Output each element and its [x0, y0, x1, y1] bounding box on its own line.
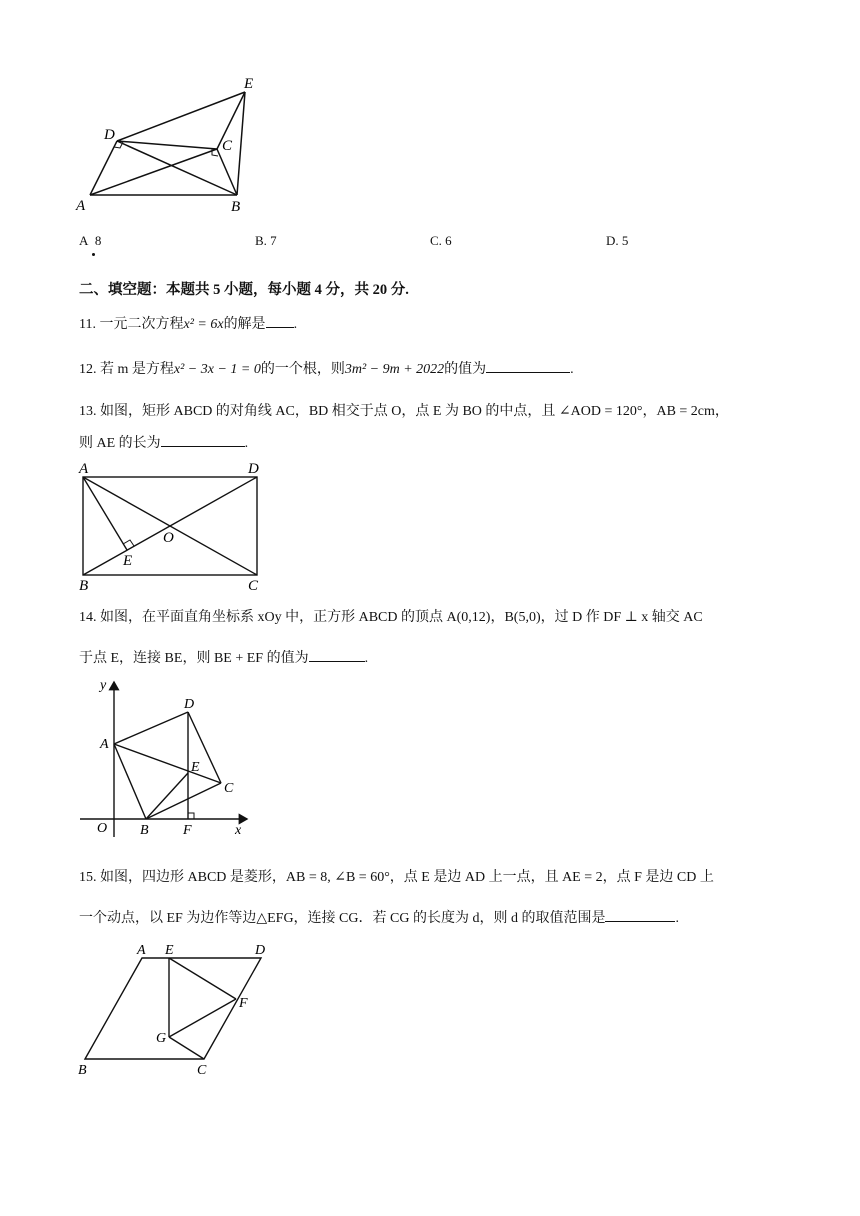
section-title: 二、填空题：本题共 5 小题，每小题 4 分，共 20 分.	[79, 282, 409, 298]
fig15-label-d: D	[255, 943, 266, 958]
question-13-line2: 则 AE 的长为 .	[79, 436, 249, 451]
fig10-label-d: D	[104, 127, 115, 143]
fig14-label-d: D	[184, 697, 195, 712]
answer-blank-15[interactable]	[605, 909, 675, 922]
option-a: A 8	[79, 233, 102, 248]
option-c: C. 6	[430, 233, 452, 248]
fig15-label-b: B	[78, 1063, 87, 1078]
answer-blank-14[interactable]	[309, 649, 365, 662]
fig14-label-y: y	[100, 678, 107, 693]
option-d: D. 5	[606, 233, 629, 248]
fig13-label-c: C	[248, 578, 259, 594]
fig10-label-a: A	[76, 198, 86, 214]
answer-blank-13[interactable]	[161, 434, 245, 447]
question-15-line1: 15. 如图，四边形 ABCD 是菱形，AB = 8, ∠B = 60°，点 E 是边 AD 上一点，且 AE = 2，点 F 是边 CD 上	[79, 870, 714, 885]
fig14-label-b: B	[140, 823, 149, 838]
fig15-label-e: E	[165, 943, 174, 958]
question-12: 12. 若 m 是方程x² − 3x − 1 = 0的一个根，则3m² − 9m + 2022的值为 .	[79, 362, 574, 377]
fig14-label-e: E	[191, 760, 200, 775]
fig13-label-d: D	[248, 461, 259, 477]
fig15-label-a: A	[137, 943, 146, 958]
fig10-label-b: B	[231, 199, 241, 215]
fig13-label-e: E	[123, 553, 133, 569]
fig10-label-e: E	[244, 76, 254, 92]
fig13-label-b: B	[79, 578, 89, 594]
question-14-line2: 于点 E，连接 BE，则 BE + EF 的值为 .	[79, 651, 369, 666]
fig14-label-o: O	[97, 821, 108, 836]
question-15-line2: 一个动点，以 EF 为边作等边△EFG，连接 CG．若 CG 的长度为 d，则 d 的取值范围是 .	[79, 911, 679, 926]
option-a-dot	[92, 253, 95, 256]
fig14-label-c: C	[224, 781, 234, 796]
fig14-label-f: F	[183, 823, 192, 838]
question-11: 11. 一元二次方程x² = 6x的解是 .	[79, 317, 298, 332]
fig15-label-g: G	[156, 1031, 167, 1046]
question-14-line1: 14. 如图，在平面直角坐标系 xOy 中，正方形 ABCD 的顶点 A(0,12)，B(5,0)，过 D 作 DF ⊥ x 轴交 AC	[79, 610, 703, 625]
answer-blank-11[interactable]	[266, 315, 294, 328]
q15-figure	[70, 940, 285, 1080]
question-13-line1: 13. 如图，矩形 ABCD 的对角线 AC，BD 相交于点 O，点 E 为 BO 的中点，且 ∠AOD = 120°，AB = 2cm，	[79, 404, 729, 419]
fig14-label-a: A	[100, 737, 109, 752]
fig15-label-c: C	[197, 1063, 207, 1078]
fig14-label-x: x	[235, 823, 242, 838]
q10-figure	[70, 70, 270, 220]
fig13-label-a: A	[79, 461, 89, 477]
answer-blank-12[interactable]	[486, 360, 570, 373]
option-b: B. 7	[255, 233, 277, 248]
q13-figure	[70, 458, 275, 598]
fig15-label-f: F	[239, 996, 248, 1011]
q14-figure	[75, 672, 265, 847]
fig10-label-c: C	[222, 138, 233, 154]
fig13-label-o: O	[163, 530, 174, 546]
